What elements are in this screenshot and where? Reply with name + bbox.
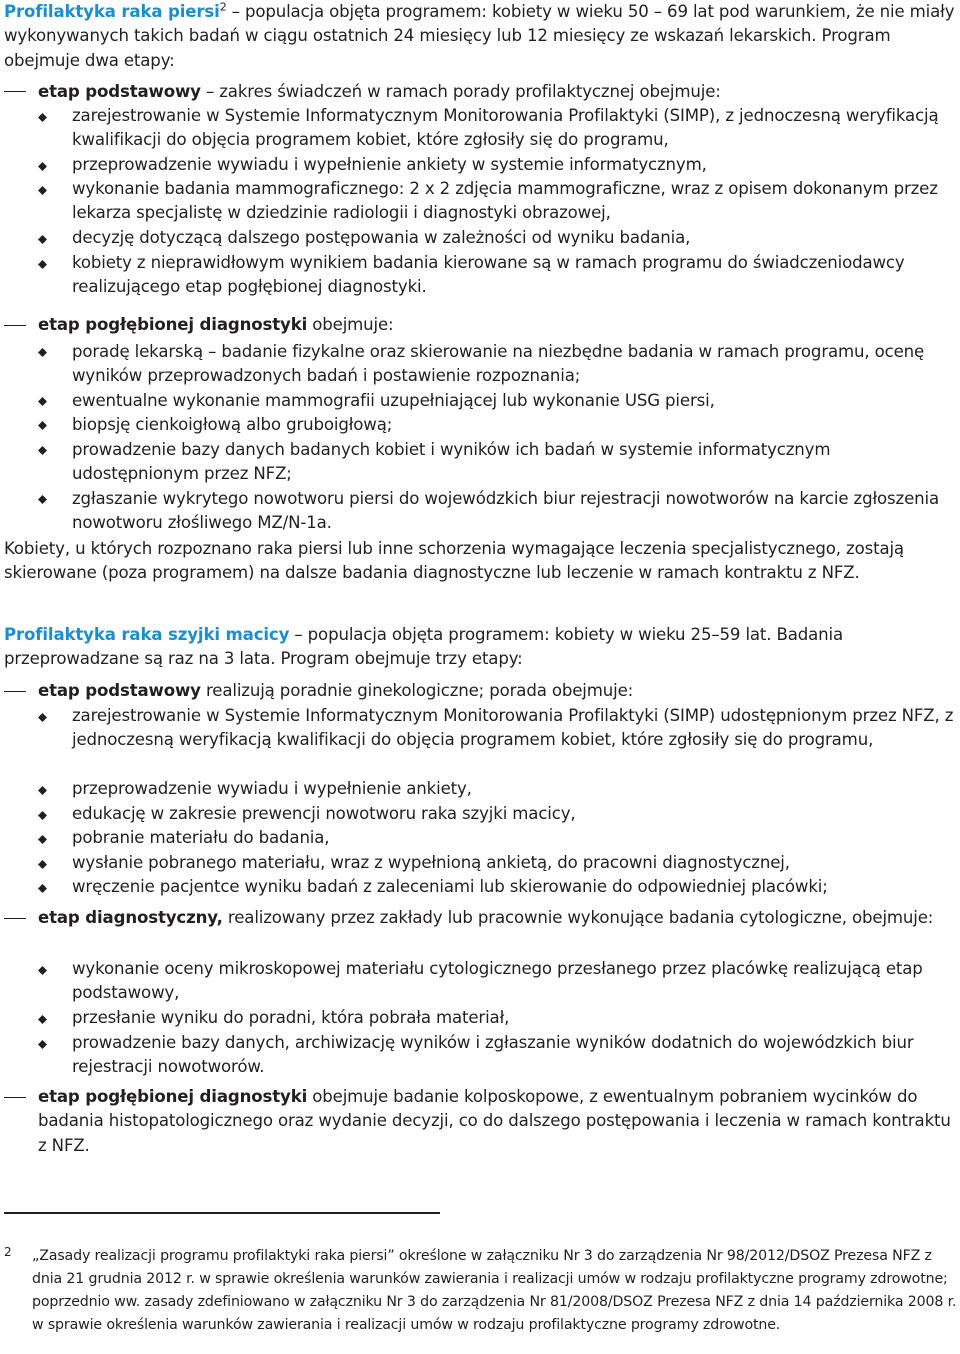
- list-item: przesłanie wyniku do poradni, która pobrała materiał,: [72, 1008, 510, 1027]
- diamond-bullet-icon: [38, 113, 47, 122]
- dash-marker: [4, 325, 26, 326]
- list-item: biopsję cienkoigłową albo gruboigłową;: [72, 415, 393, 434]
- diamond-bullet-icon: [38, 713, 47, 722]
- footnote-reference: 2: [219, 0, 227, 14]
- list-item: przeprowadzenie wywiadu i wypełnienie ankiety,: [72, 779, 472, 798]
- list-item: prowadzenie bazy danych, archiwizację wyników i zgłaszanie wyników dodatnich do wojewódzkich biur rejestracji nowotworów.: [72, 1033, 914, 1077]
- diamond-bullet-icon: [38, 811, 47, 820]
- stage-label: etap pogłębionej diagnostyki: [38, 1087, 308, 1106]
- diamond-bullet-icon: [38, 860, 47, 869]
- stage-description: – zakres świadczeń w ramach porady profilaktycznej obejmuje:: [200, 82, 721, 101]
- diamond-bullet-icon: [38, 966, 47, 975]
- breast-stage-basic: [38, 80, 958, 104]
- stage-description: obejmuje badanie kolposkopowe, z ewentualnym pobraniem wycinków do badania histopatologicznego oraz wydanie decyzji, co do dalszego postępowania i leczenia w ramach kontraktu z NFZ.: [38, 1087, 951, 1155]
- dash-marker: [4, 918, 26, 919]
- list-item: wykonanie badania mammograficznego: 2 x 2 zdjęcia mammograficzne, wraz z opisem dokonanym przez lekarza specjalistę w dziedzinie radiologii i diagnostyki obrazowej,: [72, 179, 938, 223]
- footnote-text: „Zasady realizacji programu profilaktyki raka piersi” określone w załączniku Nr 3 do zarządzenia Nr 98/2012/DSOZ Prezesa NFZ z dnia 21 grudnia 2012 r. w sprawie określenia warunków zawierania i realizacji umów w rodzaju profilaktyczne programy zdrowotne; poprzednio ww. zasady zdefiniowano w załączniku Nr 3 do zarządzenia Nr 81/2008/DSOZ Prezesa NFZ z dnia 14 października 2008 r. w sprawie określenia warunków zawierania i realizacji umów w rodzaju profilaktyczne programy zdrowotne.: [32, 1248, 957, 1334]
- list-item: zarejestrowanie w Systemie Informatycznym Monitorowania Profilaktyki (SIMP), z jednoczesną weryfikacją kwalifikacji do objęcia programem kobiet, które zgłosiły się do programu,: [72, 106, 939, 150]
- stage-label: etap podstawowy: [38, 82, 201, 101]
- stage-description: realizują poradnie ginekologiczne; porada obejmuje:: [200, 681, 634, 700]
- diamond-bullet-icon: [38, 162, 47, 171]
- breast-cancer-intro-text: – populacja objęta programem: kobiety w wieku 50 – 69 lat pod warunkiem, że nie miały wykonywanych takich badań w ciągu ostatnich 24 miesięcy lub 12 miesięcy ze wskazań lekarskich. Program obejmuje dwa etapy:: [4, 2, 955, 70]
- diamond-bullet-icon: [38, 884, 47, 893]
- list-item: prowadzenie bazy danych badanych kobiet i wyników ich badań w systemie informatycznym udostępnionym przez NFZ;: [72, 440, 831, 484]
- diamond-bullet-icon: [38, 235, 47, 244]
- diamond-bullet-icon: [38, 348, 47, 357]
- diamond-bullet-icon: [38, 495, 47, 504]
- list-item: wysłanie pobranego materiału, wraz z wypełnioną ankietą, do pracowni diagnostycznej,: [72, 853, 790, 872]
- breast-cancer-heading: Profilaktyka raka piersi: [4, 2, 220, 21]
- list-item: przeprowadzenie wywiadu i wypełnienie ankiety w systemie informatycznym,: [72, 155, 707, 174]
- list-item: poradę lekarską – badanie fizykalne oraz skierowanie na niezbędne badania w ramach programu, ocenę wyników przeprowadzonych badań i postawienie rozpoznania;: [72, 342, 925, 386]
- cervical-stage-basic: [38, 679, 958, 703]
- breast-cancer-intro: [4, 0, 958, 73]
- list-item: ewentualne wykonanie mammografii uzupełniającej lub wykonanie USG piersi,: [72, 391, 715, 410]
- diamond-bullet-icon: [38, 421, 47, 430]
- dash-marker: [4, 91, 26, 92]
- dash-marker: [4, 691, 26, 692]
- list-item: pobranie materiału do badania,: [72, 828, 330, 847]
- stage-label: etap pogłębionej diagnostyki: [38, 315, 308, 334]
- cervical-stage-deep-diagnostics: [38, 1085, 958, 1158]
- footnote-number: 2: [4, 1245, 12, 1259]
- stage-label: etap podstawowy: [38, 681, 201, 700]
- list-item: zgłaszanie wykrytego nowotworu piersi do wojewódzkich biur rejestracji nowotworów na karcie zgłoszenia nowotworu złośliwego MZ/N-1a.: [72, 489, 940, 533]
- breast-cancer-closing: Kobiety, u których rozpoznano raka piersi lub inne schorzenia wymagające leczenia specjalistycznego, zostają skierowane (poza programem) na dalsze badania diagnostyczne lub leczenie w ramach kontraktu z NFZ.: [4, 539, 904, 583]
- list-item: zarejestrowanie w Systemie Informatycznym Monitorowania Profilaktyki (SIMP) udostępnionym przez NFZ, z jednoczesną weryfikacją kwalifikacji do objęcia programem kobiet, które zgłosiły się do programu,: [72, 706, 954, 750]
- breast-stage-deep-diagnostics: [38, 313, 958, 337]
- list-item: kobiety z nieprawidłowym wynikiem badania kierowane są w ramach programu do świadczeniodawcy realizującego etap pogłębionej diagnostyki.: [72, 253, 905, 297]
- dash-marker: [4, 1097, 26, 1098]
- list-item: wykonanie oceny mikroskopowej materiału cytologicznego przesłanego przez placówkę realizującą etap podstawowy,: [72, 959, 923, 1003]
- list-item: decyzję dotyczącą dalszego postępowania w zależności od wyniku badania,: [72, 228, 691, 247]
- diamond-bullet-icon: [38, 446, 47, 455]
- diamond-bullet-icon: [38, 835, 47, 844]
- list-item: wręczenie pacjentce wyniku badań z zaleceniami lub skierowanie do odpowiedniej placówki;: [72, 877, 828, 896]
- diamond-bullet-icon: [38, 186, 47, 195]
- footnote-divider: [4, 1212, 440, 1214]
- cervical-cancer-intro: [4, 623, 958, 672]
- stage-label: etap diagnostyczny,: [38, 908, 223, 927]
- diamond-bullet-icon: [38, 397, 47, 406]
- cervical-stage-diagnostic: [38, 906, 958, 930]
- diamond-bullet-icon: [38, 260, 47, 269]
- cervical-cancer-intro-text: – populacja objęta programem: kobiety w wieku 25–59 lat. Badania przeprowadzane są raz na 3 lata. Program obejmuje trzy etapy:: [4, 625, 844, 669]
- list-item: edukację w zakresie prewencji nowotworu raka szyjki macicy,: [72, 804, 576, 823]
- stage-description: realizowany przez zakłady lub pracownie wykonujące badania cytologiczne, obejmuje:: [222, 908, 934, 927]
- stage-description: obejmuje:: [307, 315, 394, 334]
- cervical-cancer-heading: Profilaktyka raka szyjki macicy: [4, 625, 290, 644]
- diamond-bullet-icon: [38, 786, 47, 795]
- diamond-bullet-icon: [38, 1015, 47, 1024]
- diamond-bullet-icon: [38, 1040, 47, 1049]
